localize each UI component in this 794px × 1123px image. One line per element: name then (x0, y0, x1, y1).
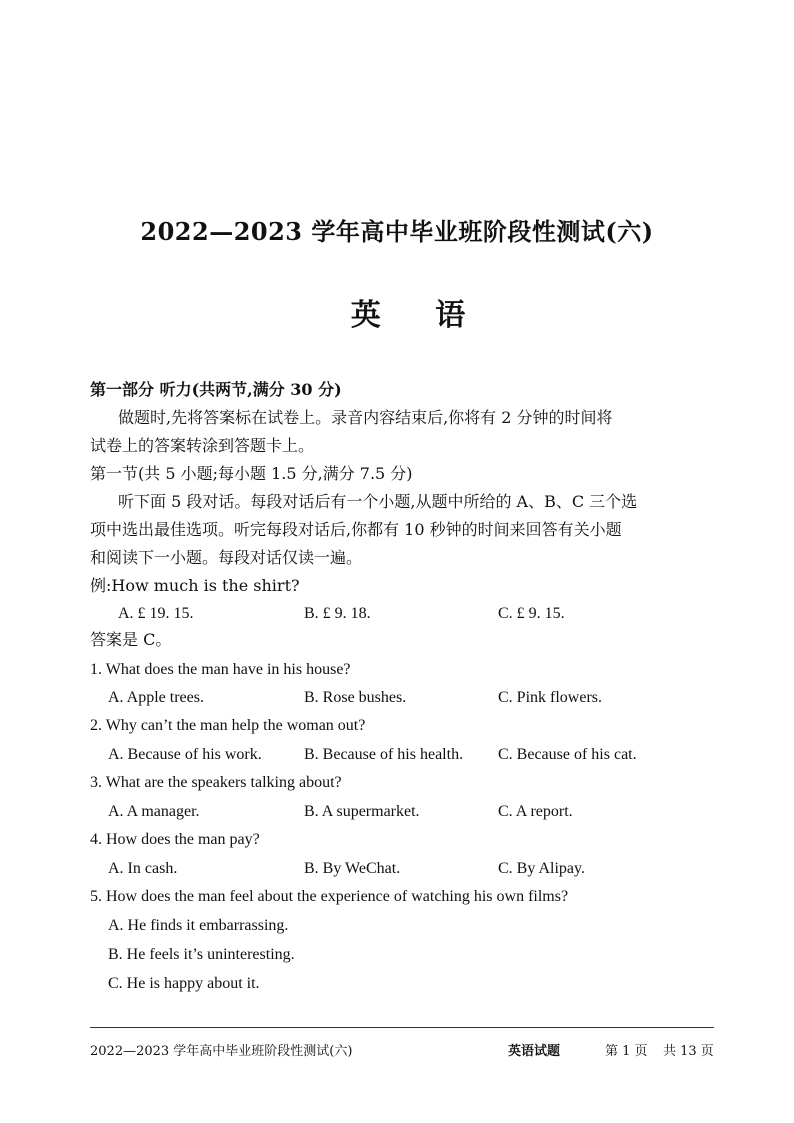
q3-option-c: C. A report. (498, 803, 573, 820)
example-answer: 答案是 C。 (90, 630, 172, 649)
q4-option-c: C. By Alipay. (498, 860, 585, 877)
example-option-b: B. £ 9. 18. (304, 605, 371, 622)
q5-option-b: B. He feels it’s uninteresting. (108, 946, 295, 963)
q2-option-c: C. Because of his cat. (498, 746, 637, 763)
subject-title: 英 语 (350, 298, 488, 333)
footer-exam-title: 2022—2023 学年高中毕业班阶段性测试(六) (90, 1044, 353, 1059)
exam-title: 2022—2023 学年高中毕业班阶段性测试(六) (140, 217, 654, 246)
q1-option-a: A. Apple trees. (108, 689, 204, 706)
example-question: 例:How much is the shirt? (90, 576, 300, 595)
q1-option-c: C. Pink flowers. (498, 689, 602, 706)
q2-option-a: A. Because of his work. (108, 746, 262, 763)
example-option-a: A. £ 19. 15. (118, 605, 194, 622)
question-1: 1. What does the man have in his house? (90, 661, 351, 678)
section1-heading: 第一节(共 5 小题;每小题 1.5 分,满分 7.5 分) (90, 464, 413, 483)
section1-instruction-line-1: 听下面 5 段对话。每段对话后有一个小题,从题中所给的 A、B、C 三个选 (118, 492, 638, 511)
footer-total-pages: 共 13 页 (663, 1044, 714, 1059)
question-2: 2. Why can’t the man help the woman out? (90, 717, 366, 734)
footer-divider (90, 1027, 714, 1028)
q4-option-b: B. By WeChat. (304, 860, 401, 877)
question-3: 3. What are the speakers talking about? (90, 774, 342, 791)
q5-option-a: A. He finds it embarrassing. (108, 917, 289, 934)
section1-instruction-line-2: 项中选出最佳选项。听完每段对话后,你都有 10 秒钟的时间来回答有关小题 (90, 520, 622, 539)
footer-page-number: 第 1 页 (605, 1044, 648, 1059)
q3-option-b: B. A supermarket. (304, 803, 420, 820)
q4-option-a: A. In cash. (108, 860, 178, 877)
q2-option-b: B. Because of his health. (304, 746, 464, 763)
question-5: 5. How does the man feel about the experience of watching his own films? (90, 888, 569, 905)
section1-instruction-line-3: 和阅读下一小题。每段对话仅读一遍。 (90, 548, 363, 567)
q1-option-b: B. Rose bushes. (304, 689, 407, 706)
q5-option-c: C. He is happy about it. (108, 975, 260, 992)
instruction-line-1: 做题时,先将答案标在试卷上。录音内容结束后,你将有 2 分钟的时间将 (118, 408, 613, 427)
example-option-c: C. £ 9. 15. (498, 605, 565, 622)
footer-subject: 英语试题 (508, 1044, 561, 1059)
part1-heading: 第一部分 听力(共两节,满分 30 分) (90, 380, 342, 399)
instruction-line-2: 试卷上的答案转涂到答题卡上。 (90, 436, 315, 455)
question-4: 4. How does the man pay? (90, 831, 260, 848)
q3-option-a: A. A manager. (108, 803, 200, 820)
